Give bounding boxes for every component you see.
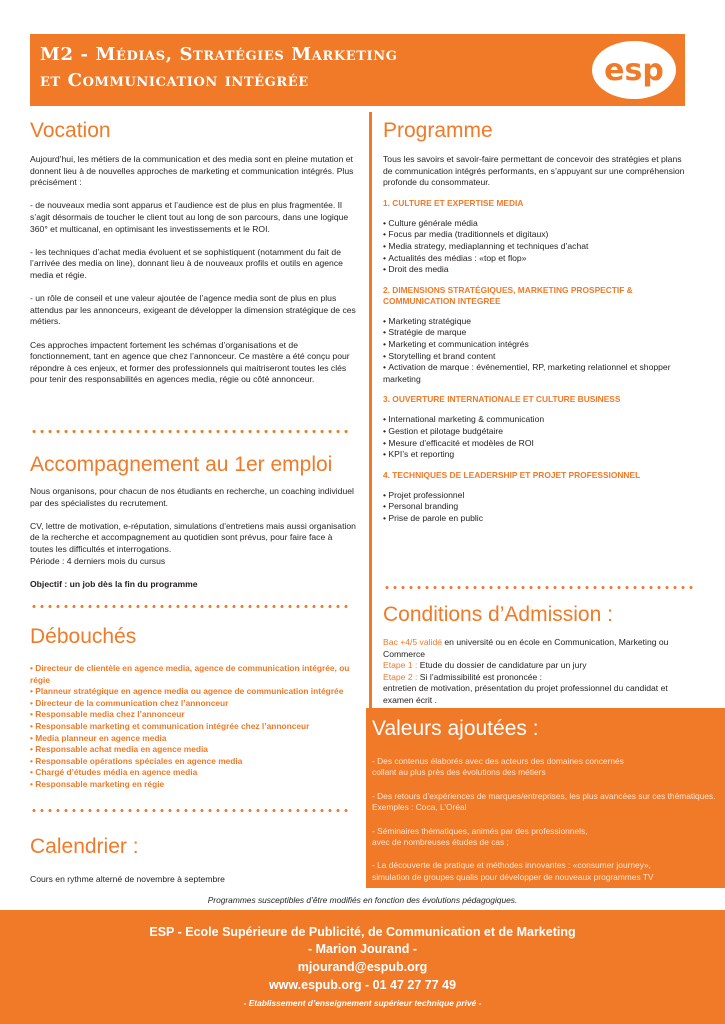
footer-contact-name: - Marion Jourand - [307,942,418,956]
programme-item: • Gestion et pilotage budgétaire [383,426,685,438]
programme-block [383,198,685,276]
footer-email[interactable]: mjourand@espub.org [297,960,428,974]
accompagnement-title: Accompagnement au 1er emploi [30,453,333,476]
programme-block-list [383,490,685,525]
footer-web-phone[interactable]: www.espub.org - 01 47 27 77 49 [268,978,457,992]
vocation-title: Vocation [30,119,111,142]
programme-block-list [383,414,685,460]
programme-item: • Actualités des médias : «top et flop» [383,253,685,265]
page-title-line1: M2 - Médias, Stratégies Marketing [40,44,398,65]
vocation-paragraph: - un rôle de conseil et une valeur ajoutée de l’agence media sont de plus en plus attendus par les annonceurs, exigeant de développer la dimension stratégique de ces métiers. [30,293,356,327]
page-title-line2: et Communication intégrée [40,70,309,91]
valeurs-item: - Des retours d’expériences de marques/entreprises, les plus avancées sur ces thématiques. Exemples : Coca, L’Oréal [372,790,716,813]
programme-block-heading: 3. OUVERTURE INTERNATIONALE ET CULTURE BUSINESS [383,394,621,405]
program-note: Programmes susceptibles d’être modifiés en fonction des évolutions pédagogiques. [207,895,518,905]
accompagnement-objectif: Objectif : un job dès la fin du programme [30,578,198,589]
programme-item: • Personal branding [383,501,685,513]
etape2-label: Etape 2 : [383,671,418,682]
conditions-title: Conditions d’Admission : [383,603,613,626]
programme-item: • Storytelling et brand content [383,351,685,363]
debouches-item: • Responsable opérations spéciales en agence media [30,756,356,768]
programme-block-list [383,316,685,386]
calendrier-title: Calendrier : [30,835,139,858]
vocation-paragraph: - les techniques d’achat media évoluent et se sophistiquent (notamment du fait de l’arrivée des media on line), donnant lieu à de nouveaux profils et outils en agence media et régie. [30,246,343,280]
debouches-list [30,663,356,791]
dotted-divider [30,809,352,812]
debouches-item: • Media planneur en agence media [30,733,356,745]
programme-block-list [383,218,685,276]
conditions-etape2-detail: entretien de motivation, présentation du projet professionnel du candidat et examen écrit . [383,683,668,705]
debouches-item: • Chargé d’études média en agence media [30,767,356,779]
programme-item: • Media strategy, mediaplanning et techniques d’achat [383,241,685,253]
accompagnement-period: Période : 4 derniers mois du cursus [30,555,166,566]
dotted-divider [383,586,695,589]
programme-block-heading: 1. CULTURE ET EXPERTISE MEDIA [383,197,524,208]
accompagnement-body [30,486,356,602]
vocation-paragraph: Aujourd’hui, les métiers de la communication et des media sont en pleine mutation et donnent lieu à de nouvelles approches de marketing et communication intégrés. Plus précisément : [30,154,354,188]
vocation-paragraph: - de nouveaux media sont apparus et l’audience est de plus en plus fragmentée. Il s’agit désormais de toucher le client tout au long de son parcours, dans une logique 360° et multicanal, en optimisant les investissements et le ROI. [30,200,349,234]
header-banner [30,34,685,106]
programme-block-heading: 4. TECHNIQUES DE LEADERSHIP ET PROJET PROFESSIONNEL [383,469,641,480]
accompagnement-paragraph: Nous organisons, pour chacun de nos étudiants en recherche, un coaching individuel par des spécialistes du recrutement. [30,486,354,508]
logo-text: esp [604,53,664,88]
conditions-etape2 [383,672,685,684]
programme-item: • Mesure d’efficacité et modèles de ROI [383,438,685,450]
programme-item: • Droit des media [383,264,685,276]
programme-item: • Marketing stratégique [383,316,685,328]
valeurs-item: - Des contenus élaborés avec des acteurs des domaines concernés collant au plus près des évolutions des métiers [372,756,624,778]
valeurs-title: Valeurs ajoutées : [372,717,539,740]
programme-item: • Focus par media (traditionnels et digitaux) [383,229,685,241]
footer-school: ESP - Ecole Supérieure de Publicité, de Communication et de Marketing [149,925,576,939]
dotted-divider [30,430,352,433]
debouches-item: • Responsable achat media en agence media [30,744,356,756]
footer [0,910,725,1024]
valeurs-box [366,708,725,888]
programme-body [383,154,685,533]
page-title [40,42,580,94]
programme-block [383,394,685,460]
dotted-divider [30,605,352,608]
programme-item: • Marketing et communication intégrés [383,339,685,351]
debouches-title: Débouchés [30,625,137,648]
programme-block [383,470,685,525]
programme-item: • Stratégie de marque [383,327,685,339]
programme-item: • International marketing & communication [383,414,685,426]
etape1-text: Etude du dossier de candidature par un jury [417,660,587,671]
conditions-etape1 [383,660,685,672]
programme-block-heading: 2. DIMENSIONS STRATÉGIQUES, MARKETING PROSPECTIF & COMMUNICATION INTEGREE [383,284,633,306]
esp-logo [591,40,677,100]
programme-item: • Projet professionnel [383,490,685,502]
bac-label: Bac +4/5 validé [383,637,443,647]
debouches-item: • Responsable marketing et communication intégrée chez l’annonceur [30,721,356,733]
etape1-label: Etape 1 : [383,660,418,671]
programme-block [383,285,685,386]
debouches-item: • Responsable media chez l’annonceur [30,709,356,721]
valeurs-item: - Séminaires thématiques, animés par des professionnels, avec de nombreuses études de cas ; [372,825,588,848]
vocation-body [30,154,356,397]
bac-text: en université ou en école en Communication, Marketing ou Commerce [383,637,669,659]
programme-item: • KPI’s et reporting [383,449,685,461]
programme-title: Programme [383,119,493,142]
programme-intro: Tous les savoirs et savoir-faire permettant de concevoir des stratégies et plans de communication intégrés performants, en s’appuyant sur une compréhension profonde du consommateur. [383,154,685,188]
conditions-body [383,637,685,707]
debouches-item: • Directeur de la communication chez l’annonceur [30,698,356,710]
programme-item: • Culture générale média [383,218,685,230]
debouches-item: • Planneur stratégique en agence media ou agence de communication intégrée [30,686,356,698]
accompagnement-paragraph: CV, lettre de motivation, e-réputation, simulations d’entretiens mais aussi organisation de la recherche et accompagnement au quotidien sont prévus, pour faire face à toutes les difficultés et interrogations. [30,520,356,554]
valeurs-item: - La découverte de pratique et méthodes innovantes : «consumer journey», simulation de groupes qualis pour développer de nouveaux programmes TV [372,860,654,882]
programme-item: • Prise de parole en public [383,513,685,525]
calendrier-text: Cours en rythme alterné de novembre à septembre [30,874,225,884]
vocation-paragraph: Ces approches impactent fortement les schémas d’organisations et de fonctionnement, tant en agence que chez l’annonceur. Ce mastère a été conçu pour répondre à ces enjeux, et former des professionnels qui maitriseront toutes les clés pour tenir des responsabilités en agences media, régie ou côté annonceur. [30,339,350,385]
conditions-bac [383,637,685,660]
debouches-item: • Directeur de clientèle en agence media, agence de communication intégrée, ou régie [30,663,356,686]
programme-item: • Activation de marque : événementiel, RP, marketing relationnel et shopper marketing [383,362,685,385]
column-divider [369,112,372,708]
etape2-text: Si l’admissibilité est prononcée : [417,671,543,682]
footer-status: - Etablissement d’enseignement supérieur technique privé - [243,998,482,1008]
debouches-item: • Responsable marketing en régie [30,779,356,791]
